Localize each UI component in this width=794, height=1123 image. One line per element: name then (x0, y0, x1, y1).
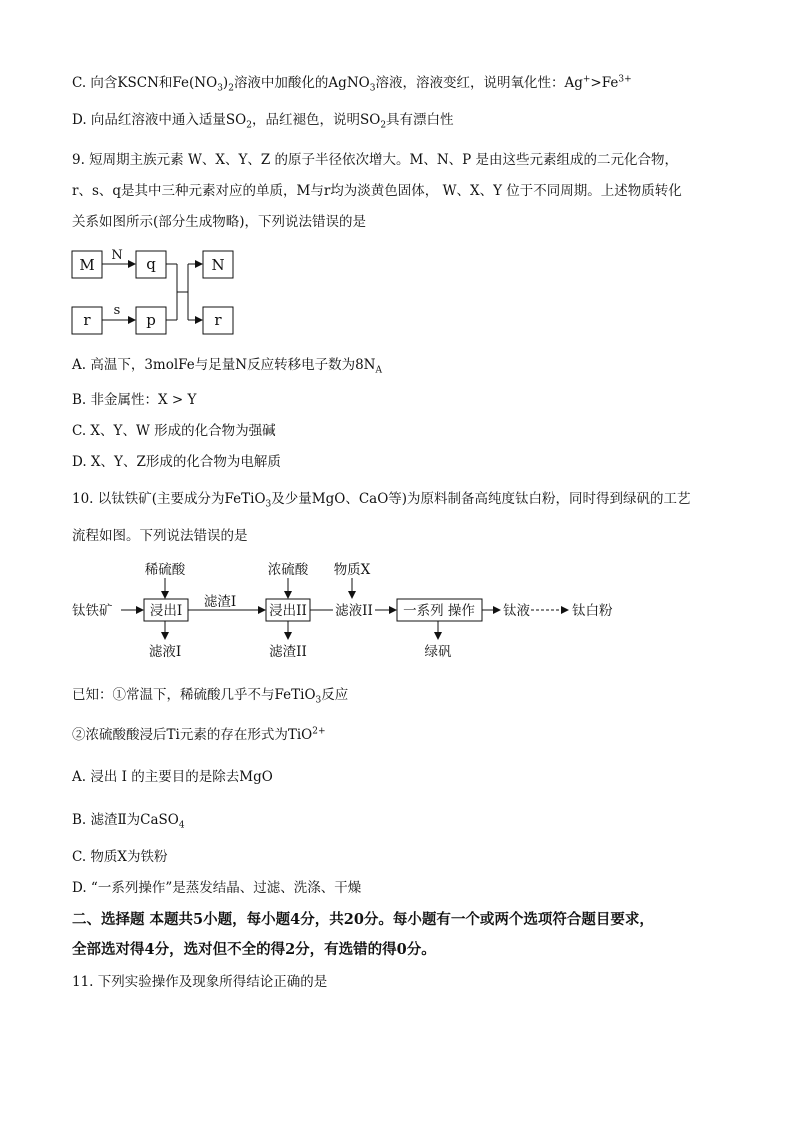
q9-option-d: D. X、Y、Z形成的化合物为电解质 (72, 454, 281, 470)
q10-option-a: A. 浸出 I 的主要目的是除去MgO (72, 769, 273, 785)
q9-option-c: C. X、Y、W 形成的化合物为强碱 (72, 423, 276, 439)
q9-option-a: A. 高温下，3molFe与足量N反应转移电子数为$8N_A$ (72, 357, 382, 376)
q8-option-d: D. 向品红溶液中通入适量$SO_2$，品红褪色，说明$SO_2$具有漂白性 (72, 112, 454, 131)
q9-stem-line-3: 关系如图所示(部分生成物略)，下列说法错误的是 (72, 214, 367, 230)
q8-option-c: C. 向含KSCN和$Fe(NO_3)_2$溶液中加酸化的AgNO$_3$溶液，溶液变红，说明氧化性：$Ag^+>Fe^{3+}$ (72, 74, 632, 94)
q10-known-2: ②浓硫酸酸浸后Ti元素的存在形式为TiO$^{2+}$ (72, 726, 326, 743)
q9-arrow-label-s: s (113, 303, 121, 318)
q10-label-leach2: 浸出II (269, 603, 307, 619)
q10-known-1: 已知：①常温下，稀硫酸几乎不与FeTiO$_3$反应 (72, 687, 349, 706)
q9-label-m: M (79, 256, 95, 274)
section2-heading-line-1: 二、选择题 本题共5小题，每小题4分，共20分。每小题有一个或两个选项符合题目要求， (72, 911, 654, 928)
q10-label-conc-acid: 浓硫酸 (267, 562, 309, 578)
q9-label-n-product: N (211, 256, 225, 274)
q10-label-leach1: 浸出I (149, 603, 183, 619)
q10-label-series-ops: 一系列 操作 (403, 603, 475, 619)
q9-arrow-label-n: N (111, 248, 123, 263)
q10-stem-line-1: 10. 以钛铁矿(主要成分为FeTiO$_3$及少量MgO、CaO等)为原料制备高纯度钛白粉，同时得到绿矾的工艺 (72, 491, 691, 510)
q10-label-residue1: 滤渣I (203, 594, 237, 610)
q9-label-r-product: r (214, 311, 222, 329)
q9-option-b: B. 非金属性：X > Y (72, 392, 197, 408)
q10-label-dilute-acid: 稀硫酸 (144, 562, 186, 578)
q11-stem: 11. 下列实验操作及现象所得结论正确的是 (72, 974, 328, 990)
q9-stem-line-2: r、s、q是其中三种元素对应的单质，M与r均为淡黄色固体， W、X、Y 位于不同周期。上述物质转化 (72, 183, 682, 199)
q10-label-ti-white: 钛白粉 (572, 603, 613, 619)
q10-option-b: B. 滤渣Ⅱ为CaSO$_4$ (72, 812, 185, 831)
q10-option-c: C. 物质X为铁粉 (72, 849, 168, 865)
q10-label-green-vitriol: 绿矾 (424, 644, 452, 660)
q10-label-filtrate2: 滤液II (335, 603, 373, 619)
q9-stem-line-1: 9. 短周期主族元素 W、X、Y、Z 的原子半径依次增大。M、N、P 是由这些元素组成的二元化合物， (72, 152, 679, 168)
q9-label-r-reactant: r (83, 311, 91, 329)
q10-process-flowchart (0, 555, 794, 665)
q10-stem-line-2: 流程如图。下列说法错误的是 (72, 528, 248, 544)
q10-label-filtrate1: 滤液I (148, 644, 182, 660)
q10-label-substance-x: 物质X (333, 562, 371, 578)
q10-label-ti-liquid: 钛液 (503, 603, 530, 619)
section2-heading-line-2: 全部选对得4分，选对但不全的得2分，有选错的得0分。 (72, 941, 436, 958)
q10-label-ore: 钛铁矿 (72, 603, 113, 619)
q10-option-d: D. “一系列操作”是蒸发结晶、过滤、洗涤、干燥 (72, 880, 362, 896)
q9-label-q: q (146, 255, 156, 273)
q9-label-p: p (146, 311, 156, 329)
q9-conversion-diagram (0, 0, 794, 360)
q10-label-residue2: 滤渣II (269, 644, 307, 660)
